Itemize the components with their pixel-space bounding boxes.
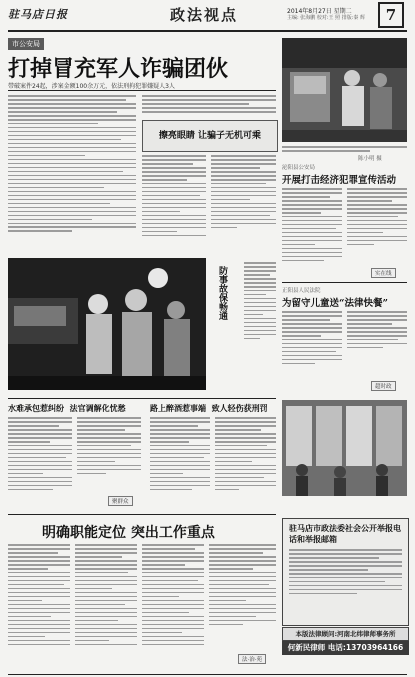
column-stamp-1: 实在线: [371, 268, 396, 278]
story-a-head: 水难承包惹纠纷: [8, 403, 64, 413]
story-a-title: [8, 403, 126, 414]
report-hotline-box: [282, 518, 409, 626]
inset-title: 擦亮眼睛 让骗子无机可乘: [158, 131, 262, 141]
bottom-col1: [8, 544, 70, 672]
bottom-rule: [8, 514, 276, 515]
lead-tag: 市公安局: [8, 38, 44, 50]
biyang-body-col2: [347, 188, 407, 266]
zhengyang-title: 为留守儿童送“法律快餐”: [282, 298, 388, 309]
kicker-biyang: 泌阳县公安局: [282, 165, 316, 171]
story-b-subhead: 致人轻伤获刑罚: [211, 403, 268, 413]
hotline-title: 驻马店市政法委社会公开举报电话和举报邮箱: [289, 523, 401, 544]
bottom-col2: [75, 544, 137, 672]
lawyer-contact-bar: 何新民律师 电话:13703964166: [282, 641, 409, 655]
story-a-col1: [8, 417, 72, 507]
story-a-col2: [77, 417, 141, 493]
biyang-body-col1: [282, 188, 342, 278]
legal-advisor-bar: 本版法律顾问:河南北纬律师事务所: [282, 627, 409, 641]
lead-body-col2: [142, 155, 206, 251]
bottom-col4: [209, 544, 276, 648]
lead-rule: [8, 90, 276, 91]
inset-box: [142, 120, 278, 152]
section-title: 政法视点: [170, 6, 239, 24]
right-mid-rule: [282, 282, 407, 283]
story-b-title: [150, 403, 268, 414]
story-b-col2: [215, 417, 276, 509]
biyang-title: 开展打击经济犯罪宣传活动: [282, 175, 397, 186]
hotline-body: [283, 547, 408, 615]
story-b-head: 路上醉酒惹事端: [150, 403, 206, 413]
photo-credit: 陈小明 摄: [358, 156, 382, 162]
night-photo-caption: [244, 262, 276, 384]
column-stamp-4: 法·治·苑: [238, 654, 266, 664]
night-photo-title: 防事故保畅通: [217, 266, 227, 320]
issue-date: 2014年8月27日 星期二: [287, 8, 352, 15]
lead-body-col3: [211, 155, 276, 251]
column-stamp-3: 聚群众: [108, 496, 133, 506]
footer-rule: [8, 674, 407, 675]
lead-body-col2-top: [142, 95, 276, 119]
page-number: 7: [378, 2, 404, 28]
exhibition-photo: [282, 400, 407, 496]
column-stamp-2: 超时政: [371, 381, 396, 391]
story-a-subhead: 法官调解化忧愁: [69, 403, 126, 413]
story-b-col1: [150, 417, 210, 509]
atm-photo: [282, 38, 407, 142]
bottom-title: 明确职能定位 突出工作重点: [42, 525, 215, 541]
editor-credits: 主编: 张海鹏 校对:王 照 排版:秦 辉: [287, 15, 366, 21]
photo-caption: [282, 146, 407, 160]
row-rule: [8, 398, 276, 399]
lead-subtitle: 带破案件24起，涉案金额100余万元，依法刑拘犯罪嫌疑人3人: [8, 83, 175, 90]
newspaper-logo: 驻马店日报: [8, 8, 68, 21]
bottom-col3: [142, 544, 204, 672]
night-traffic-photo: [8, 258, 206, 390]
header-rule: [8, 30, 407, 32]
kicker-zhengyang: 正阳县人民法院: [282, 288, 321, 294]
zhengyang-body-col2: [347, 311, 407, 363]
lead-title: 打掉冒充军人诈骗团伙: [8, 56, 229, 82]
lead-body-col1: [8, 95, 136, 251]
zhengyang-body-col1: [282, 311, 342, 377]
